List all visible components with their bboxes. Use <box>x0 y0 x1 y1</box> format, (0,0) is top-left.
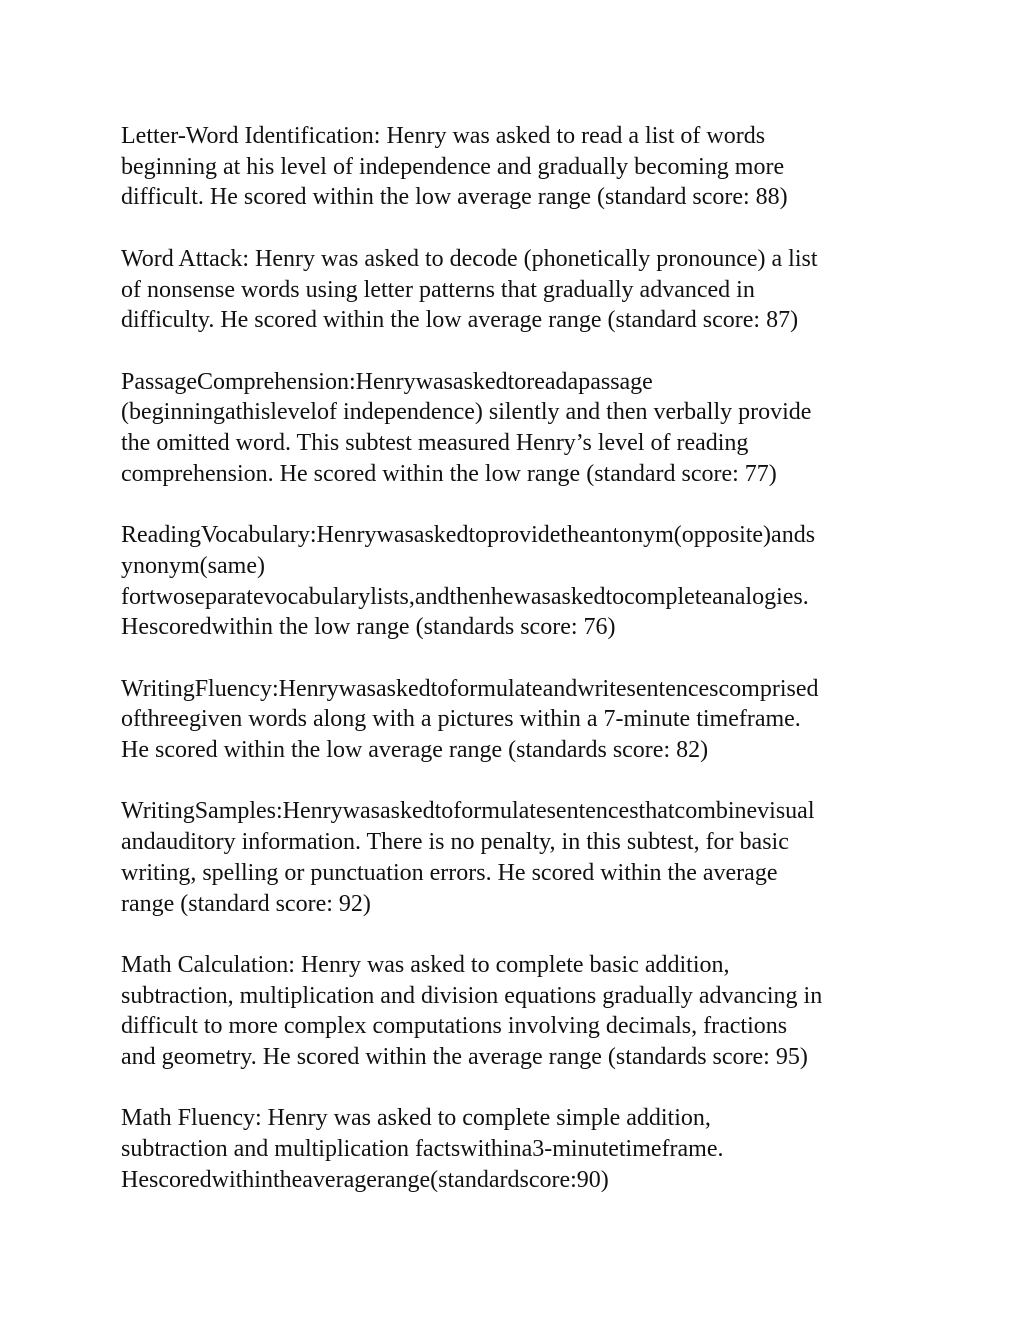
text-line: fortwoseparatevocabularylists,andthenhewasaskedtocompleteanalogies. <box>121 583 809 610</box>
paragraph-passage-comprehension <box>121 367 921 490</box>
text-line: PassageComprehension:Henrywasaskedtoreadapassage <box>121 368 653 395</box>
text-line: Letter-Word Identification: Henry was asked to read a list of words <box>121 123 766 149</box>
paragraph-letter-word-identification <box>121 121 921 213</box>
paragraph-math-fluency <box>121 1103 921 1195</box>
text-line: subtraction, multiplication and division equations gradually advancing in <box>121 982 823 1009</box>
text-line: and geometry. He scored within the average range (standards score: 95) <box>121 1044 808 1070</box>
text-line: beginning at his level of independence and gradually becoming more <box>121 153 785 180</box>
text-line: ynonym(same) <box>121 552 265 579</box>
paragraph-reading-vocabulary <box>121 520 921 643</box>
text-line: Math Calculation: Henry was asked to complete basic addition, <box>121 951 730 978</box>
paragraph-writing-fluency <box>121 674 921 766</box>
text-line: writing, spelling or punctuation errors. He scored within the average <box>121 859 778 886</box>
text-line: comprehension. He scored within the low range (standard score: 77) <box>121 460 777 487</box>
text-line: the omitted word. This subtest measured Henry’s level of reading <box>121 430 749 456</box>
text-line: Math Fluency: Henry was asked to complete simple addition, <box>121 1105 711 1132</box>
text-line: ReadingVocabulary:Henrywasaskedtoprovidetheantonym(opposite)ands <box>121 522 816 549</box>
text-line: WritingSamples:Henrywasaskedtoformulatesentencesthatcombinevisual <box>121 798 815 825</box>
text-line: of nonsense words using letter patterns that gradually advanced in <box>121 276 755 303</box>
text-line: WritingFluency:Henrywasaskedtoformulateandwritesentencescomprised <box>121 675 819 702</box>
text-line: Hescoredwithin the low range (standards score: 76) <box>121 614 616 641</box>
text-line: Word Attack: Henry was asked to decode (phonetically pronounce) a list <box>121 245 818 272</box>
text-line: difficult to more complex computations involving decimals, fractions <box>121 1013 788 1040</box>
text-line: andauditory information. There is no penalty, in this subtest, for basic <box>121 829 789 856</box>
text-line: Hescoredwithintheaveragerange(standardscore:90) <box>121 1166 609 1193</box>
paragraph-math-calculation <box>121 950 921 1073</box>
text-line: (beginningathislevelof independence) silently and then verbally provide <box>121 399 812 426</box>
text-line: difficult. He scored within the low average range (standard score: 88) <box>121 184 788 211</box>
text-line: range (standard score: 92) <box>121 890 371 917</box>
paragraph-word-attack <box>121 244 921 336</box>
text-line: difficulty. He scored within the low average range (standard score: 87) <box>121 307 799 334</box>
text-line: ofthreegiven words along with a pictures within a 7-minute timeframe. <box>121 706 801 733</box>
text-line: subtraction and multiplication factswithina3-minutetimeframe. <box>121 1136 724 1163</box>
text-line: He scored within the low average range (standards score: 82) <box>121 737 709 763</box>
paragraph-writing-samples <box>121 796 921 919</box>
document-page <box>121 121 921 1226</box>
